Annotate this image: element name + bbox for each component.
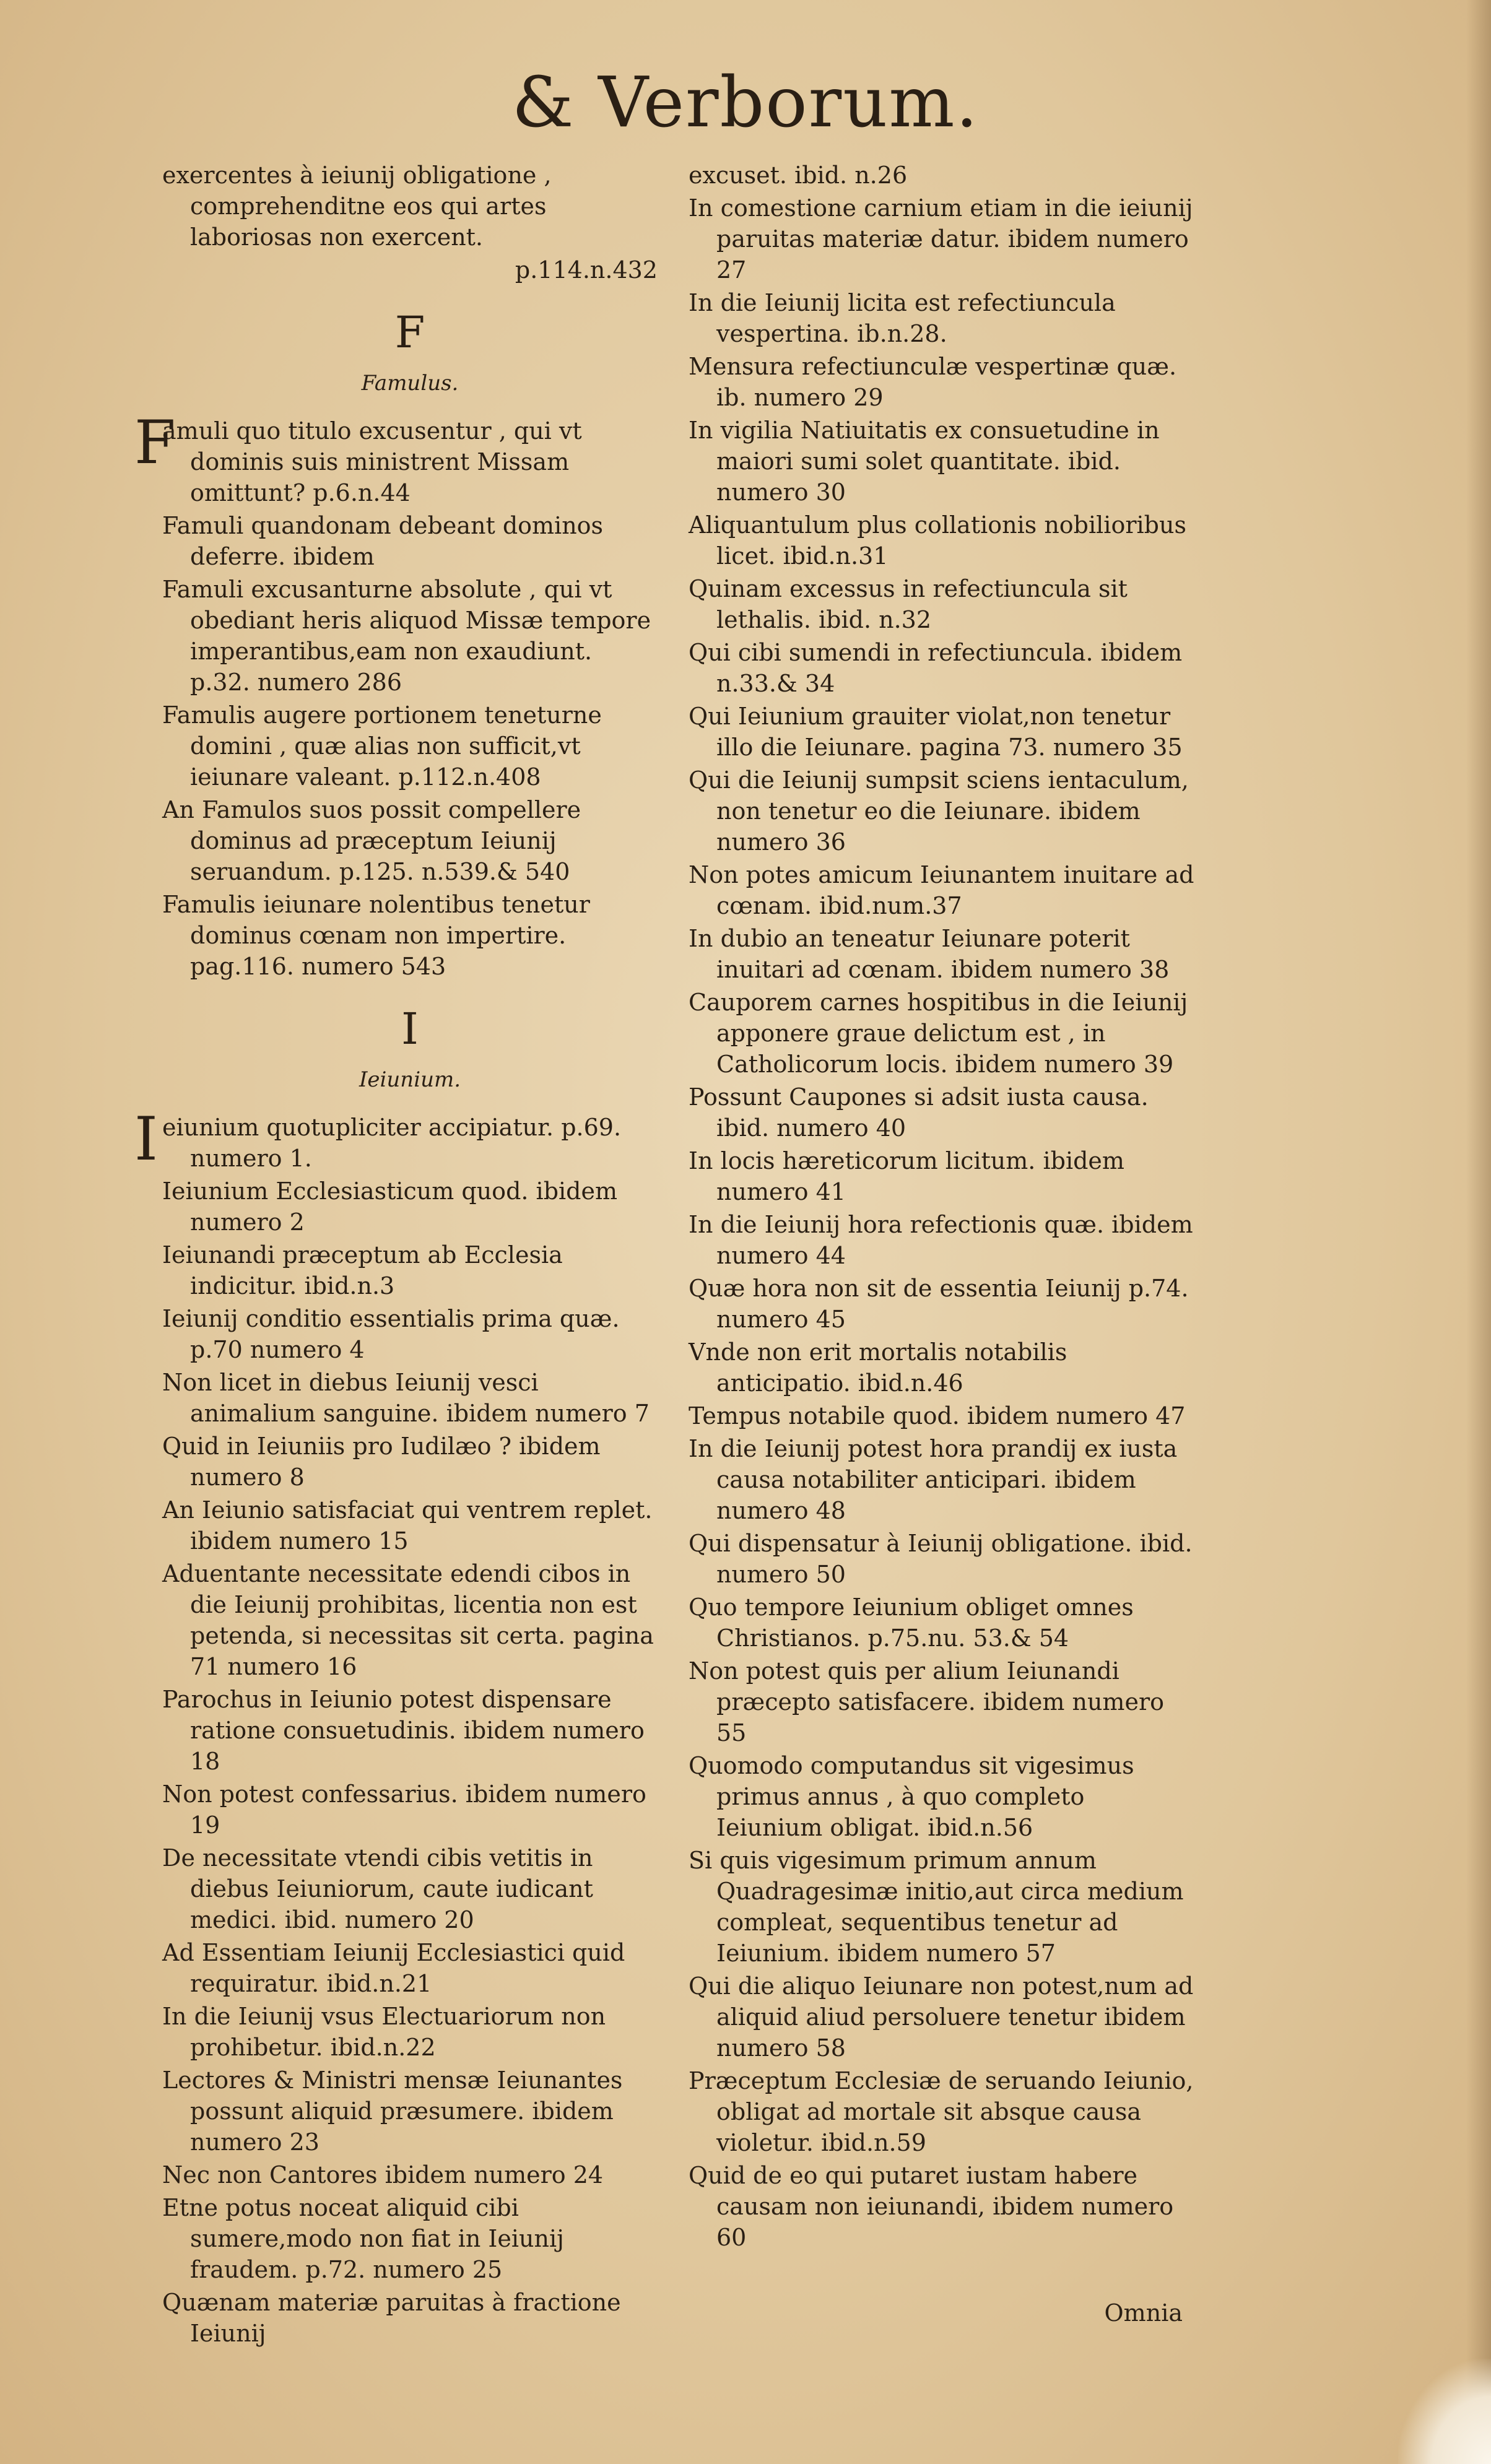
index-entry: Qui die aliquo Ieiunare non potest,num ad aliquid aliud persoluere tenetur ibidem numero 58 [689,1972,1194,2062]
section-letter-i: I [401,1004,419,1054]
index-entry: Non potes amicum Ieiunantem inuitare ad cœnam. ibid.num.37 [689,861,1194,919]
index-entry: De necessitate vtendi cibis vetitis in diebus Ieiuniorum, caute iudicant medici. ibid. numero 20 [162,1844,593,1933]
page-header: & Verborum. [511,63,980,143]
index-entry: Aduentante necessitate edendi cibos in die Ieiunij prohibitas, licentia non est petenda, si necessitas sit certa. pagina 71 numero 16 [162,1560,654,1680]
right-column [689,160,1196,2255]
index-entry: excuset. ibid. n.26 [689,162,908,189]
index-entry: Nec non Cantores ibidem numero 24 [162,2161,604,2189]
index-entry: Quid in Ieiuniis pro Iudilæo ? ibidem numero 8 [162,1433,601,1491]
index-entry: Tempus notabile quod. ibidem numero 47 [689,1402,1186,1429]
index-entry: Possunt Caupones si adsit iusta causa. ibid. numero 40 [689,1083,1149,1142]
index-entry: Famuli quo titulo excusentur , qui vt dominis suis ministrent Missam omittunt? p.6.n.44 [134,408,582,506]
index-entry: Parochus in Ieiunio potest dispensare ratione consuetudinis. ibidem numero 18 [162,1686,645,1775]
index-entry: Quænam materiæ paruitas à fractione Ieiunij [162,2289,621,2347]
page-edge-shadow [1466,0,1491,2464]
index-entry: Quomodo computandus sit vigesimus primus annus , à quo completo Ieiunium obligat. ibid.n.56 [689,1752,1134,1841]
index-entry: Qui cibi sumendi in refectiuncula. ibidem n.33.& 34 [689,639,1183,697]
index-entry: Ieiunandi præceptum ab Ecclesia indicitur. ibid.n.3 [162,1241,563,1299]
index-entry: Si quis vigesimum primum annum Quadragesimæ initio,aut circa medium compleat, sequentibus tenetur ad Ieiunium. ibidem numero 57 [689,1847,1184,1967]
index-entry: Quid de eo qui putaret iustam habere causam non ieiunandi, ibidem numero 60 [689,2162,1174,2251]
index-entry: In locis hæreticorum licitum. ibidem numero 41 [689,1147,1124,1205]
index-entry: exercentes à ieiunij obligatione , comprehenditne eos qui artes laboriosas non exercent. [162,162,552,251]
index-entry: Lectores & Ministri mensæ Ieiunantes possunt aliquid præsumere. ibidem numero 23 [162,2067,623,2156]
index-entry: Non potest confessarius. ibidem numero 19 [162,1781,646,1839]
index-entry: Mensura refectiunculæ vespertinæ quæ. ib. numero 29 [689,353,1177,411]
index-entry: Famulis ieiunare nolentibus tenetur dominus cœnam non impertire. pag.116. numero 543 [162,891,590,980]
index-entry: In die Ieiunij potest hora prandij ex iusta causa notabiliter anticipari. ibidem numero 48 [689,1435,1178,1524]
index-entry: Non licet in diebus Ieiunij vesci animalium sanguine. ibidem numero 7 [162,1369,650,1427]
index-entry: In vigilia Natiuitatis ex consuetudine in maiori sumi solet quantitate. ibid. numero 30 [689,417,1160,506]
index-entry: In comestione carnium etiam in die ieiunij paruitas materiæ datur. ibidem numero 27 [689,194,1193,284]
index-entry: Qui die Ieiunij sumpsit sciens ientaculum, non tenetur eo die Ieiunare. ibidem numero 36 [689,766,1189,856]
index-entry: In die Ieiunij vsus Electuariorum non prohibetur. ibid.n.22 [162,2003,606,2061]
page-reference: p.114.n.432 [515,256,658,284]
index-entry: Ieiunium quotupliciter accipiatur. p.69. numero 1. [134,1104,622,1174]
index-entry: Cauporem carnes hospitibus in die Ieiunij apponere graue delictum est , in Catholicorum locis. ibidem numero 39 [689,989,1188,1078]
index-entry: Quo tempore Ieiunium obliget omnes Christianos. p.75.nu. 53.& 54 [689,1594,1134,1652]
section-heading-famulus: Famulus. [361,371,459,396]
index-entry: In die Ieiunij hora refectionis quæ. ibidem numero 44 [689,1211,1193,1269]
index-entry: Ieiunij conditio essentialis prima quæ. p.70 numero 4 [162,1305,620,1363]
index-entry: Ieiunium Ecclesiasticum quod. ibidem numero 2 [162,1178,618,1236]
index-entry: Famulis augere portionem teneturne domini , quæ alias non sufficit,vt ieiunare valeant. p.112.n.408 [162,701,602,791]
index-entry: Quinam excessus in refectiuncula sit lethalis. ibid. n.32 [689,575,1128,633]
index-entry: Non potest quis per alium Ieiunandi præcepto satisfacere. ibidem numero 55 [689,1657,1164,1746]
index-entry: Famuli quandonam debeant dominos deferre. ibidem [162,512,604,570]
index-entry: An Ieiunio satisfaciat qui ventrem replet. ibidem numero 15 [162,1496,653,1555]
torn-corner [1398,2359,1491,2464]
index-entry: Qui dispensatur à Ieiunij obligatione. ibid. numero 50 [689,1530,1193,1588]
index-entry: Qui Ieiunium grauiter violat,non tenetur illo die Ieiunare. pagina 73. numero 35 [689,703,1183,761]
section-letter-f: F [394,307,425,358]
index-entry: Quæ hora non sit de essentia Ieiunij p.74. numero 45 [689,1275,1189,1333]
index-entry: Etne potus noceat aliquid cibi sumere,modo non fiat in Ieiunij fraudem. p.72. numero 25 [162,2194,564,2283]
index-entry: Vnde non erit mortalis notabilis anticipatio. ibid.n.46 [689,1338,1067,1397]
index-entry: In dubio an teneatur Ieiunare poterit inuitari ad cœnam. ibidem numero 38 [689,925,1170,983]
section-heading-ieiunium: Ieiunium. [359,1067,461,1092]
index-entry: Famuli excusanturne absolute , qui vt obediant heris aliquod Missæ tempore imperantibus,eam non exaudiunt. p.32. numero 286 [162,576,651,696]
index-entry: An Famulos suos possit compellere dominus ad præceptum Ieiunij seruandum. p.125. n.539.& 540 [162,796,581,885]
index-entry: Præceptum Ecclesiæ de seruando Ieiunio, obligat ad mortale sit absque causa violetur. ibid.n.59 [689,2067,1194,2156]
index-entry: In die Ieiunij licita est refectiuncula vespertina. ib.n.28. [689,289,1116,347]
index-entry: Aliquantulum plus collationis nobilioribus licet. ibid.n.31 [689,511,1186,570]
left-column [134,160,658,2351]
index-entry: Ad Essentiam Ieiunij Ecclesiastici quid requiratur. ibid.n.21 [162,1939,625,1997]
catchword: Omnia [1104,2299,1183,2327]
